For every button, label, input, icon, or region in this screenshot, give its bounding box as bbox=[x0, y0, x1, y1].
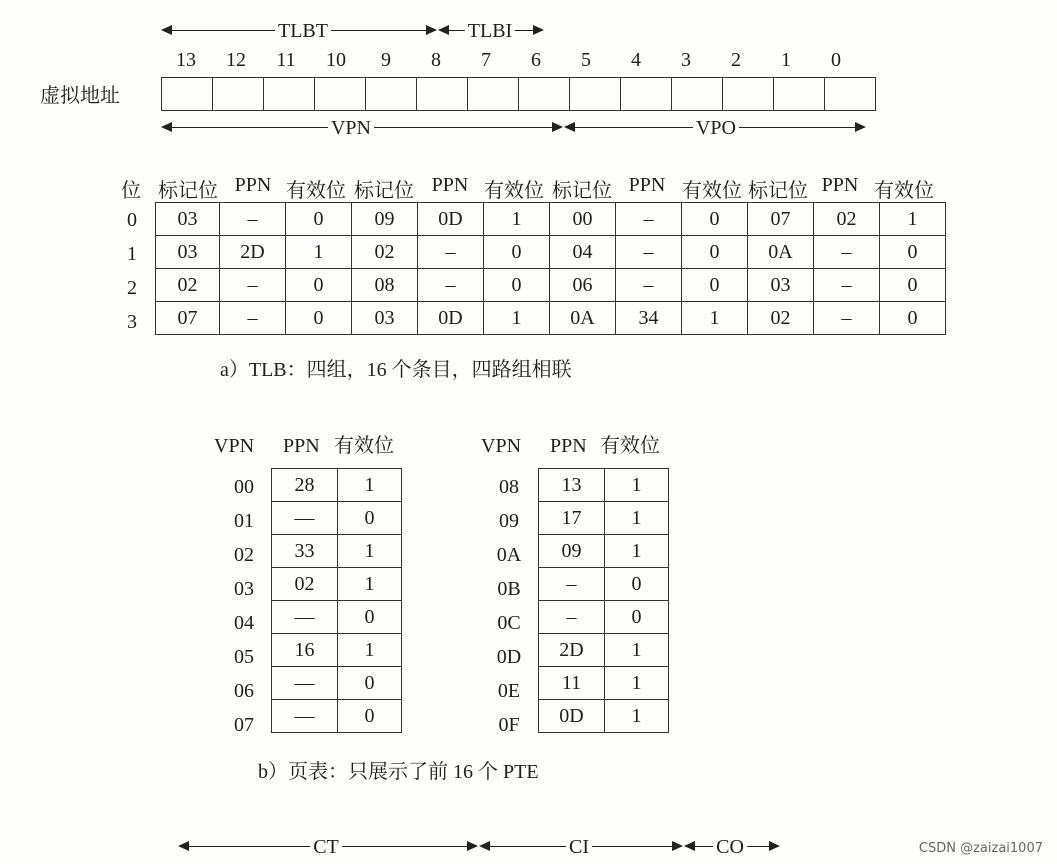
pt-vpn: 03 bbox=[234, 578, 254, 600]
pt-row bbox=[272, 700, 402, 733]
pt-row bbox=[272, 469, 402, 502]
tlb-set-index: 0 bbox=[127, 209, 137, 231]
tlb-cell: 08 bbox=[352, 269, 418, 302]
tlb-cell: 03 bbox=[156, 203, 220, 236]
pt-row bbox=[272, 667, 402, 700]
tlb-cell: 1 bbox=[682, 302, 748, 335]
tlb-cell: 0 bbox=[682, 269, 748, 302]
tlb-header: 标记位 bbox=[748, 180, 808, 202]
pt-row bbox=[539, 601, 669, 634]
tlb-cell: 02 bbox=[814, 203, 880, 236]
pt-valid-cell: 0 bbox=[338, 700, 402, 733]
tlb-cell: 03 bbox=[352, 302, 418, 335]
pt-row bbox=[539, 634, 669, 667]
pt-valid-cell: 0 bbox=[338, 667, 402, 700]
tlb-cell: 07 bbox=[748, 203, 814, 236]
tlb-cell: 0 bbox=[484, 269, 550, 302]
pt-right-header-valid: 有效位 bbox=[600, 435, 660, 457]
pt-row bbox=[539, 502, 669, 535]
pt-left-header-vpn: VPN bbox=[214, 435, 255, 457]
tlb-cell: 09 bbox=[352, 203, 418, 236]
vaddr-bit-box bbox=[723, 78, 774, 111]
vpo-arrow bbox=[566, 117, 864, 139]
ct-label: CT bbox=[310, 836, 342, 859]
vaddr-bit-boxes bbox=[161, 77, 876, 111]
vaddr-bit-box bbox=[366, 78, 417, 111]
pt-valid-cell: 1 bbox=[605, 469, 669, 502]
tlb-cell: 1 bbox=[286, 236, 352, 269]
vaddr-bit-box bbox=[468, 78, 519, 111]
pt-ppn-cell: 02 bbox=[272, 568, 338, 601]
tlb-cell: 0 bbox=[880, 269, 946, 302]
pt-row bbox=[539, 568, 669, 601]
pt-left-header-ppn: PPN bbox=[283, 435, 320, 457]
bit-number: 10 bbox=[326, 49, 346, 71]
pt-ppn-cell: 2D bbox=[539, 634, 605, 667]
vpn-arrow bbox=[163, 117, 561, 139]
tlb-cell: 34 bbox=[616, 302, 682, 335]
tlb-cell: 02 bbox=[748, 302, 814, 335]
pt-ppn-cell: – bbox=[539, 568, 605, 601]
tlb-header: PPN bbox=[431, 174, 469, 196]
pt-vpn: 0C bbox=[497, 612, 521, 634]
tlbi-label: TLBI bbox=[465, 20, 515, 43]
tlb-cell: 07 bbox=[156, 302, 220, 335]
tlb-set-index: 2 bbox=[127, 277, 137, 299]
tlb-header: PPN bbox=[821, 174, 859, 196]
pt-row bbox=[272, 502, 402, 535]
tlbt-arrow bbox=[163, 20, 435, 42]
tlb-cell: 0 bbox=[682, 236, 748, 269]
pt-valid-cell: 1 bbox=[338, 469, 402, 502]
ci-label: CI bbox=[566, 836, 592, 859]
tlb-header: 有效位 bbox=[682, 180, 742, 202]
tlb-cell: – bbox=[220, 302, 286, 335]
bit-number: 0 bbox=[831, 49, 841, 71]
vpo-label: VPO bbox=[693, 117, 739, 140]
bit-number: 11 bbox=[276, 49, 296, 71]
tlb-cell: – bbox=[418, 269, 484, 302]
tlb-header: PPN bbox=[628, 174, 666, 196]
pt-row bbox=[272, 535, 402, 568]
bit-number: 2 bbox=[731, 49, 741, 71]
tlb-cell: 0D bbox=[418, 302, 484, 335]
bit-number: 7 bbox=[481, 49, 491, 71]
pt-valid-cell: 1 bbox=[605, 502, 669, 535]
pt-valid-cell: 1 bbox=[605, 700, 669, 733]
ci-arrow bbox=[481, 836, 681, 858]
pt-row bbox=[272, 601, 402, 634]
tlb-header: PPN bbox=[234, 174, 272, 196]
pt-valid-cell: 1 bbox=[605, 535, 669, 568]
pt-vpn: 08 bbox=[499, 476, 519, 498]
tlb-cell: 06 bbox=[550, 269, 616, 302]
tlb-cell: 0A bbox=[550, 302, 616, 335]
tlb-cell: 0 bbox=[880, 302, 946, 335]
tlb-cell: 1 bbox=[484, 203, 550, 236]
vaddr-bit-box bbox=[315, 78, 366, 111]
pt-vpn: 04 bbox=[234, 612, 254, 634]
pt-valid-cell: 0 bbox=[338, 502, 402, 535]
pt-vpn: 0D bbox=[496, 646, 522, 668]
pt-right-header-ppn: PPN bbox=[550, 435, 587, 457]
tlb-cell: 0 bbox=[286, 302, 352, 335]
pt-valid-cell: 1 bbox=[605, 634, 669, 667]
tlb-caption: a）TLB：四组，16 个条目，四路组相联 bbox=[220, 359, 572, 381]
pt-row bbox=[272, 568, 402, 601]
pt-row bbox=[539, 535, 669, 568]
tlb-cell: 03 bbox=[748, 269, 814, 302]
tlb-header: 位 bbox=[121, 180, 141, 202]
tlb-cell: 0A bbox=[748, 236, 814, 269]
vaddr-bit-box bbox=[570, 78, 621, 111]
tlb-cell: – bbox=[616, 236, 682, 269]
pt-vpn: 06 bbox=[234, 680, 254, 702]
pt-valid-cell: 0 bbox=[605, 568, 669, 601]
pt-ppn-cell: — bbox=[272, 700, 338, 733]
tlb-cell: 0D bbox=[418, 203, 484, 236]
pt-ppn-cell: 0D bbox=[539, 700, 605, 733]
tlb-cell: – bbox=[616, 203, 682, 236]
tlb-cell: – bbox=[220, 203, 286, 236]
vaddr-bit-box bbox=[213, 78, 264, 111]
pt-row bbox=[539, 667, 669, 700]
pt-vpn: 01 bbox=[234, 510, 254, 532]
ct-arrow bbox=[180, 836, 476, 858]
bit-number: 5 bbox=[581, 49, 591, 71]
tlb-cell: 0 bbox=[286, 203, 352, 236]
pt-vpn: 02 bbox=[234, 544, 254, 566]
tlb-set-index: 1 bbox=[127, 243, 137, 265]
co-label: CO bbox=[713, 836, 747, 859]
vaddr-bit-box bbox=[621, 78, 672, 111]
tlb-row bbox=[156, 236, 946, 269]
tlb-cell: – bbox=[814, 302, 880, 335]
tlb-cell: 0 bbox=[286, 269, 352, 302]
pt-valid-cell: 1 bbox=[338, 634, 402, 667]
tlb-row bbox=[156, 302, 946, 335]
tlbi-arrow bbox=[440, 20, 542, 42]
pt-ppn-cell: — bbox=[272, 667, 338, 700]
tlb-cell: 2D bbox=[220, 236, 286, 269]
tlb-cell: 0 bbox=[484, 236, 550, 269]
tlb-cell: – bbox=[814, 269, 880, 302]
tlb-header: 标记位 bbox=[552, 180, 612, 202]
vaddr-label: 虚拟地址 bbox=[40, 85, 120, 107]
tlb-cell: 03 bbox=[156, 236, 220, 269]
tlb-header: 有效位 bbox=[286, 180, 346, 202]
pt-ppn-cell: — bbox=[272, 601, 338, 634]
pt-vpn: 0B bbox=[497, 578, 521, 600]
pt-vpn: 00 bbox=[234, 476, 254, 498]
pt-row bbox=[272, 634, 402, 667]
pt-ppn-cell: – bbox=[539, 601, 605, 634]
pt-vpn: 0A bbox=[496, 544, 522, 566]
pt-ppn-cell: 13 bbox=[539, 469, 605, 502]
vaddr-bit-box bbox=[774, 78, 825, 111]
tlb-cell: – bbox=[814, 236, 880, 269]
vaddr-bit-box bbox=[264, 78, 315, 111]
tlb-header: 有效位 bbox=[484, 180, 544, 202]
pt-ppn-cell: 28 bbox=[272, 469, 338, 502]
vaddr-bit-box bbox=[519, 78, 570, 111]
pt-ppn-cell: 16 bbox=[272, 634, 338, 667]
tlb-table bbox=[155, 202, 946, 335]
tlb-header: 标记位 bbox=[158, 180, 218, 202]
tlb-cell: 02 bbox=[352, 236, 418, 269]
pt-row bbox=[539, 700, 669, 733]
pt-left-table bbox=[271, 468, 402, 733]
pt-row bbox=[539, 469, 669, 502]
tlb-cell: 1 bbox=[880, 203, 946, 236]
tlb-row bbox=[156, 203, 946, 236]
tlb-set-index: 3 bbox=[127, 311, 137, 333]
pt-valid-cell: 0 bbox=[338, 601, 402, 634]
pt-left-header-valid: 有效位 bbox=[334, 435, 394, 457]
watermark: CSDN @zaizai1007 bbox=[918, 841, 1043, 856]
pt-ppn-cell: 09 bbox=[539, 535, 605, 568]
tlb-cell: 0 bbox=[880, 236, 946, 269]
pt-valid-cell: 1 bbox=[338, 535, 402, 568]
pt-ppn-cell: 33 bbox=[272, 535, 338, 568]
tlbt-label: TLBT bbox=[275, 20, 331, 43]
pt-vpn: 07 bbox=[234, 714, 254, 736]
tlb-cell: 00 bbox=[550, 203, 616, 236]
co-arrow bbox=[686, 836, 778, 858]
tlb-cell: – bbox=[418, 236, 484, 269]
bit-number: 8 bbox=[431, 49, 441, 71]
pt-vpn: 05 bbox=[234, 646, 254, 668]
pt-vpn: 0E bbox=[497, 680, 521, 702]
pt-valid-cell: 1 bbox=[605, 667, 669, 700]
tlb-cell: 02 bbox=[156, 269, 220, 302]
tlb-header: 有效位 bbox=[874, 180, 934, 202]
tlb-cell: – bbox=[616, 269, 682, 302]
pt-valid-cell: 0 bbox=[605, 601, 669, 634]
vaddr-bit-box bbox=[672, 78, 723, 111]
bit-number: 4 bbox=[631, 49, 641, 71]
tlb-cell: 0 bbox=[682, 203, 748, 236]
pt-right-header-vpn: VPN bbox=[481, 435, 522, 457]
bit-number: 6 bbox=[531, 49, 541, 71]
pt-valid-cell: 1 bbox=[338, 568, 402, 601]
pt-ppn-cell: 17 bbox=[539, 502, 605, 535]
tlb-cell: 04 bbox=[550, 236, 616, 269]
vaddr-bit-box bbox=[162, 78, 213, 111]
pt-caption: b）页表：只展示了前 16 个 PTE bbox=[258, 761, 539, 783]
bit-number: 1 bbox=[781, 49, 791, 71]
bit-number: 13 bbox=[176, 49, 196, 71]
tlb-header: 标记位 bbox=[354, 180, 414, 202]
vpn-label: VPN bbox=[328, 117, 374, 140]
vaddr-bit-box bbox=[417, 78, 468, 111]
pt-right-table bbox=[538, 468, 669, 733]
pt-ppn-cell: — bbox=[272, 502, 338, 535]
vaddr-bit-box bbox=[825, 78, 876, 111]
bit-number: 3 bbox=[681, 49, 691, 71]
pt-vpn: 0F bbox=[498, 714, 520, 736]
bit-number: 9 bbox=[381, 49, 391, 71]
pt-ppn-cell: 11 bbox=[539, 667, 605, 700]
tlb-cell: – bbox=[220, 269, 286, 302]
tlb-row bbox=[156, 269, 946, 302]
tlb-cell: 1 bbox=[484, 302, 550, 335]
bit-number: 12 bbox=[226, 49, 246, 71]
pt-vpn: 09 bbox=[499, 510, 519, 532]
